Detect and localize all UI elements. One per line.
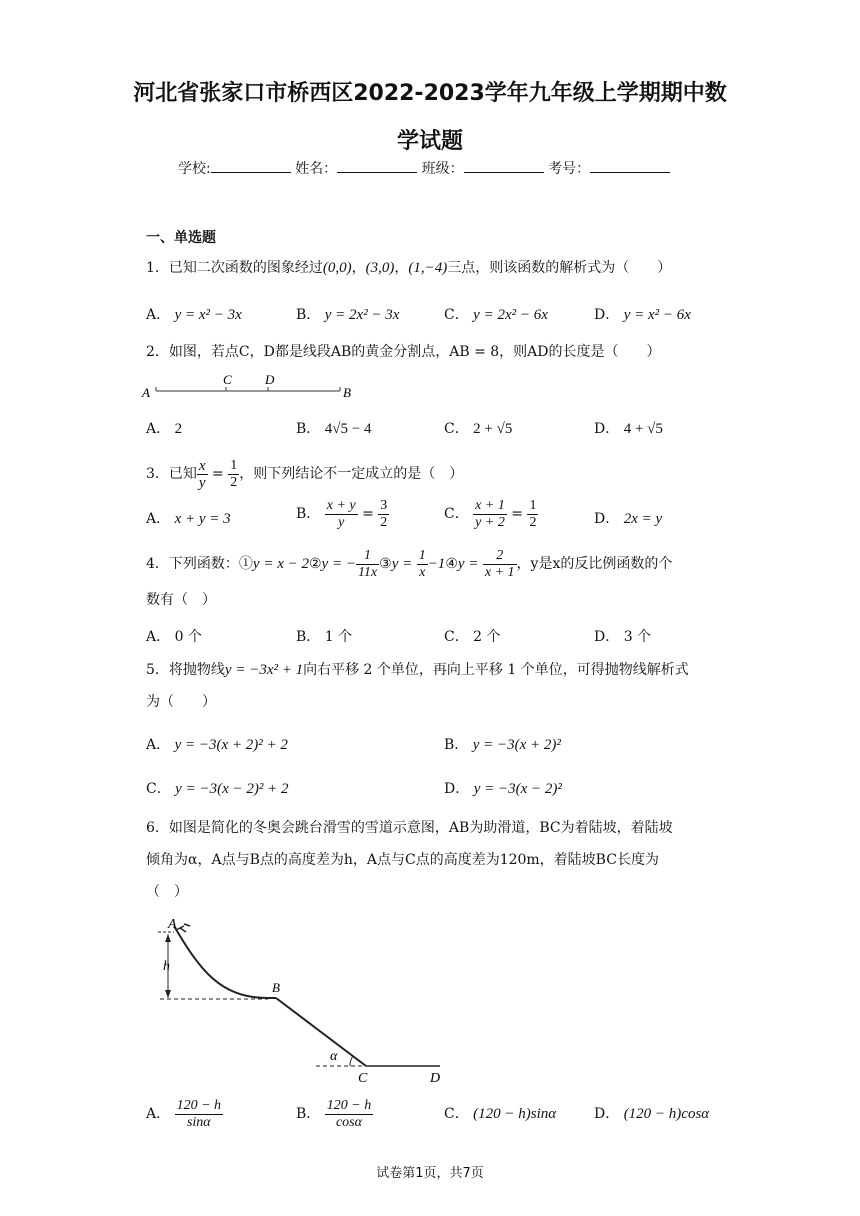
- q5-option-c[interactable]: C． y = −3(x − 2)² + 2: [146, 781, 289, 797]
- q3-option-d[interactable]: D． 2x = y: [594, 511, 663, 527]
- page-footer: 试卷第1页，共7页: [376, 1166, 484, 1181]
- label-alpha: α: [330, 1049, 338, 1064]
- q1-option-a[interactable]: A． y = x² − 3x: [146, 307, 242, 323]
- question-5-cont: 为（ ）: [146, 694, 216, 710]
- student-info: [178, 158, 670, 178]
- q5-option-b[interactable]: B． y = −3(x + 2)²: [444, 737, 561, 753]
- q2-option-c[interactable]: C． 2 + √5: [444, 421, 513, 437]
- question-6-line2: 倾角为α，A点与B点的高度差为h，A点与C点的高度差为120m，着陆坡BC长度为: [146, 852, 659, 868]
- q2-option-d[interactable]: D． 4 + √5: [594, 421, 663, 437]
- class-field[interactable]: [464, 158, 544, 173]
- label-b: B: [272, 980, 280, 995]
- page-title-line2: 学试题: [396, 129, 463, 154]
- exam-no-label: 考号：: [548, 161, 591, 177]
- q4-option-a[interactable]: A． 0 个: [146, 629, 202, 645]
- label-a: A: [142, 385, 150, 400]
- q1-option-d[interactable]: D． y = x² − 6x: [594, 307, 691, 323]
- section-heading: 一、单选题: [146, 230, 216, 246]
- page-title-line1: 河北省张家口市桥西区2022-2023学年九年级上学期期中数: [133, 81, 727, 106]
- question-6: 6．如图是简化的冬奥会跳台滑雪的雪道示意图，AB为助滑道，BC为着陆坡，着陆坡: [146, 820, 673, 836]
- q2-option-a[interactable]: A． 2: [146, 421, 183, 437]
- question-5: 5．将抛物线y = −3x² + 1向右平移 2 个单位，再向上平移 1 个单位，可得抛物线解析式: [146, 662, 689, 678]
- school-field[interactable]: [211, 158, 291, 173]
- question-3: 3．已知 $\frac{x}{y}$ = $\frac{1}{2}$ ，则下列结论不一定成立的是（ ）: [146, 457, 464, 491]
- q1-option-c[interactable]: C． y = 2x² − 6x: [444, 307, 548, 323]
- q5-option-d[interactable]: D． y = −3(x − 2)²: [444, 781, 562, 797]
- q5-option-a[interactable]: A． y = −3(x + 2)² + 2: [146, 737, 288, 753]
- label-d: D: [430, 1071, 441, 1086]
- question-1: 1．已知二次函数的图象经过(0,0)，(3,0)，(1,−4)三点，则该函数的解析式为（ ）: [146, 260, 672, 276]
- label-b: B: [343, 385, 351, 400]
- label-d: D: [265, 372, 275, 387]
- exam-no-field[interactable]: [590, 158, 670, 173]
- question-4-cont: 数有（ ）: [146, 592, 216, 608]
- q6-option-b[interactable]: B． $\frac{120 - h}{\cos\alpha}$: [296, 1097, 372, 1130]
- q3-option-c[interactable]: C． $\frac{x + 1}{y + 2}$ = $\frac{1}{2}$: [444, 497, 537, 530]
- q4-option-c[interactable]: C． 2 个: [444, 629, 501, 645]
- question-6-line3: （ ）: [146, 884, 188, 900]
- q6-option-a[interactable]: A． $\frac{120 - h}{\sin\alpha}$: [146, 1097, 222, 1130]
- q4-option-d[interactable]: D． 3 个: [594, 629, 652, 645]
- q3-option-a[interactable]: A． x + y = 3: [146, 511, 231, 527]
- question-2: 2．如图，若点C，D都是线段AB的黄金分割点，AB = 8，则AD的长度是（ ）: [146, 344, 661, 360]
- question-4: 4．下列函数：①y = x − 2②y = − $\frac{1}{11x}$ ③y = $\frac{1}{x}$ −1④y = $\frac{2}{x + 1}$ ，y是x的反比例函数的个: [146, 547, 673, 580]
- q3-option-b[interactable]: B． $\frac{x + y}{y}$ = $\frac{3}{2}$: [296, 497, 388, 530]
- q2-option-b[interactable]: B． 4√5 − 4: [296, 421, 372, 437]
- label-c: C: [223, 372, 232, 387]
- label-h: h: [163, 959, 170, 974]
- q6-option-d[interactable]: D． (120 − h)cosα: [594, 1106, 710, 1122]
- label-a: A: [168, 917, 177, 932]
- label-c: C: [358, 1071, 368, 1086]
- name-field[interactable]: [337, 158, 417, 173]
- school-label: 学校:: [178, 161, 211, 177]
- q6-option-c[interactable]: C． (120 − h)sinα: [444, 1106, 557, 1122]
- name-label: 姓名：: [295, 161, 338, 177]
- q4-option-b[interactable]: B． 1 个: [296, 629, 353, 645]
- class-label: 班级：: [421, 161, 464, 177]
- ski-jump-figure: [150, 910, 460, 1090]
- q1-option-b[interactable]: B． y = 2x² − 3x: [296, 307, 400, 323]
- segment-figure: [140, 372, 360, 402]
